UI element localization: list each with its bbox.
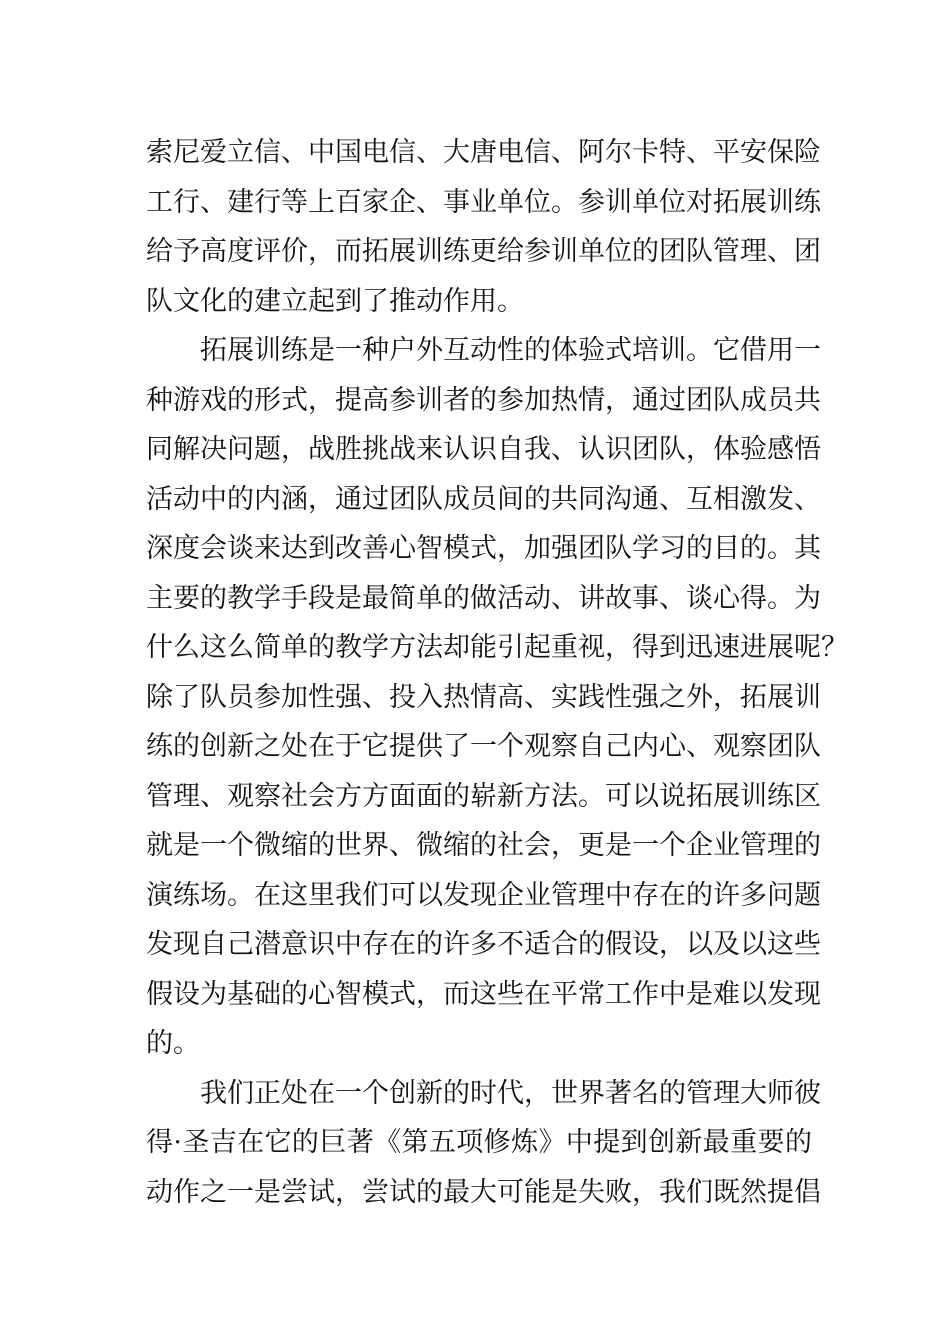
text-line: 活动中的内涵，通过团队成员间的共同沟通、互相激发、 xyxy=(146,483,821,515)
text-line: 发现自己潜意识中存在的许多不适合的假设，以及以这些 xyxy=(146,929,821,960)
text-line: 练的创新之处在于它提供了一个观察自己内心、观察团队 xyxy=(146,731,821,762)
paragraph-3 xyxy=(146,1069,821,1218)
text-line: 什么这么简单的教学方法却能引起重视，得到迅速进展呢？ xyxy=(146,632,848,663)
paragraph-2 xyxy=(146,326,848,1069)
text-line: 给予高度评价，而拓展训练更给参训单位的团队管理、团 xyxy=(146,236,821,267)
text-line: 我们正处在一个创新的时代，世界著名的管理大师彼 xyxy=(200,1077,821,1109)
text-line: 工行、建行等上百家企、事业单位。参训单位对拓展训练 xyxy=(146,186,821,218)
text-line: 动作之一是尝试，尝试的最大可能是失败，我们既然提倡 xyxy=(146,1176,821,1208)
document-body xyxy=(146,128,848,1217)
text-line: 种游戏的形式，提高参训者的参加热情，通过团队成员共 xyxy=(146,384,821,416)
text-line: 除了队员参加性强、投入热情高、实践性强之外，拓展训 xyxy=(146,681,821,713)
text-line: 深度会谈来达到改善心智模式，加强团队学习的目的。其 xyxy=(146,533,821,564)
text-line: 索尼爱立信、中国电信、大唐电信、阿尔卡特、平安保险 xyxy=(146,137,821,168)
text-line: 演练场。在这里我们可以发现企业管理中存在的许多问题 xyxy=(146,879,821,911)
text-line: 管理、观察社会方方面面的崭新方法。可以说拓展训练区 xyxy=(146,780,821,812)
text-line: 假设为基础的心智模式，而这些在平常工作中是难以发现 xyxy=(146,978,821,1010)
text-line: 同解决问题，战胜挑战来认识自我、认识团队，体验感悟 xyxy=(146,434,821,465)
paragraph-1 xyxy=(146,128,821,326)
text-line: 的。 xyxy=(146,1028,200,1059)
text-line: 主要的教学手段是最简单的做活动、讲故事、谈心得。为 xyxy=(146,582,821,614)
text-line: 拓展训练是一种户外互动性的体验式培训。它借用一 xyxy=(200,335,821,366)
text-line: 得·圣吉在它的巨著《第五项修炼》中提到创新最重要的 xyxy=(146,1127,812,1158)
text-line: 队文化的建立起到了推动作用。 xyxy=(146,285,524,317)
text-line: 就是一个微缩的世界、微缩的社会，更是一个企业管理的 xyxy=(146,830,821,861)
